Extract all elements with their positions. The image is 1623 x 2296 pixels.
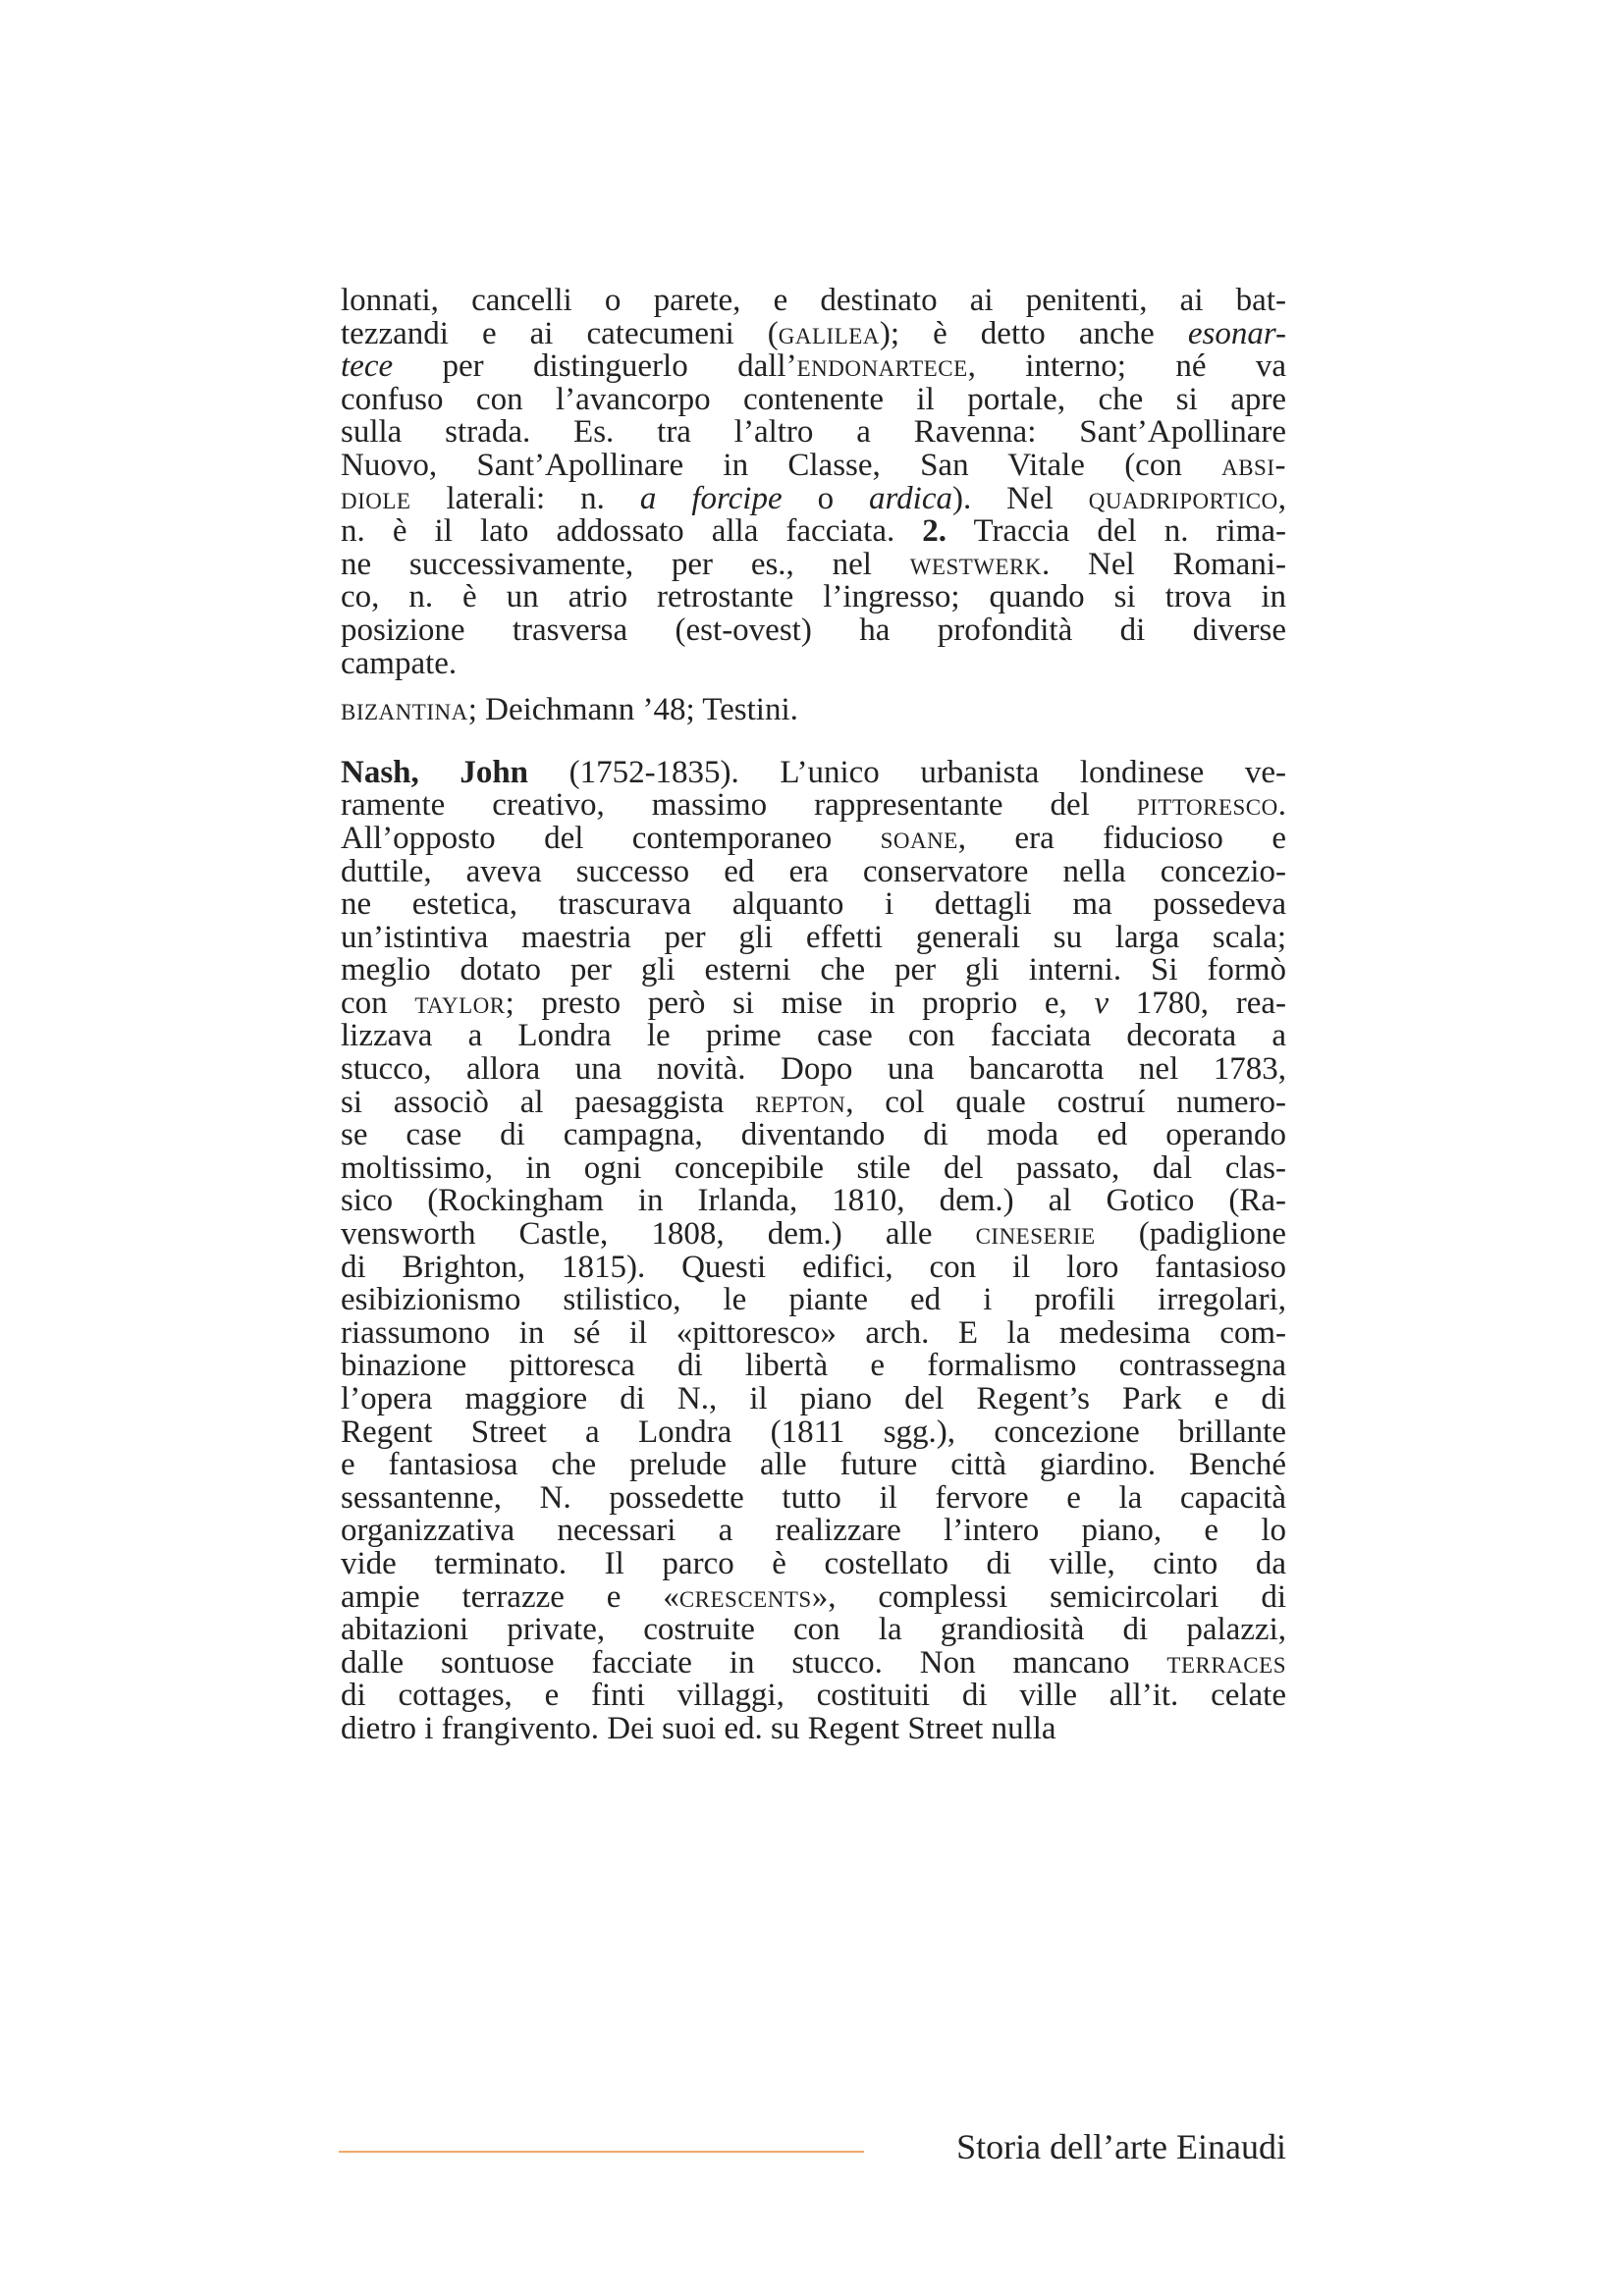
- text-run: un’istintiva maestria per gli effetti generali su larga scala;: [341, 919, 1286, 955]
- cross-reference: pittoresco: [1136, 787, 1278, 824]
- text-line: [341, 1449, 1286, 1482]
- text-run: duttile, aveva successo ed era conservatore nella concezio-: [341, 853, 1286, 889]
- text-run: ); è detto anche: [879, 315, 1188, 351]
- text-line: [341, 1119, 1286, 1152]
- text-line: [341, 1680, 1286, 1713]
- text-run: vide terminato. Il parco è costellato di ville, cinto da: [341, 1545, 1286, 1581]
- text-run: esibizionismo stilistico, le piante ed i profili irregolari,: [341, 1282, 1286, 1318]
- text-line: [341, 381, 1286, 417]
- text-run: , interno; né va: [967, 348, 1287, 385]
- text-run: », complessi semicircolari di: [811, 1578, 1286, 1615]
- cross-reference: bizantina: [341, 692, 468, 728]
- text-line: [341, 1383, 1286, 1416]
- text-line: [341, 1020, 1286, 1053]
- bibliography-references: [341, 694, 1286, 727]
- text-line: [341, 546, 1286, 582]
- spacer: [341, 727, 1286, 757]
- text-run: esonar-: [1187, 315, 1286, 351]
- text-run: sico (Rockingham in Irlanda, 1810, dem.) al Gotico (Ra-: [341, 1183, 1286, 1219]
- text-line: [341, 581, 1286, 614]
- text-run: laterali: n.: [410, 480, 640, 516]
- text-line: [341, 1479, 1286, 1516]
- text-line: [341, 1149, 1286, 1186]
- text-line: [341, 1350, 1286, 1383]
- text-run: riassumono in sé il «pittoresco» arch. E la medesima com-: [341, 1314, 1286, 1351]
- text-run: lonnati, cancelli o parete, e destinato ai penitenti, ai bat-: [341, 283, 1286, 318]
- text-line: [341, 1185, 1286, 1218]
- text-run: ramente creativo, massimo rappresentante del: [341, 787, 1137, 824]
- text-run: ne successivamente, per es., nel: [341, 546, 910, 582]
- text-run: dalle sontuose facciate in stucco. Non mancano: [341, 1644, 1167, 1681]
- text-run: tece: [341, 348, 394, 385]
- cross-reference: diole: [341, 480, 411, 516]
- text-line: [341, 315, 1286, 351]
- text-run: se case di campagna, diventando di moda ed operando: [341, 1117, 1286, 1153]
- text-run: meglio dotato per gli esterni che per gli interni. Si formò: [341, 952, 1286, 988]
- text-line: [341, 285, 1286, 318]
- text-line: [341, 1545, 1286, 1581]
- cross-reference: galilea: [778, 315, 880, 351]
- text-run: , era fiducioso e: [957, 820, 1286, 856]
- text-run: Nuovo, Sant’Apollinare in Classe, San Vitale (con: [341, 447, 1222, 483]
- text-line: [341, 853, 1286, 889]
- text-run: vensworth Castle, 1808, dem.) alle: [341, 1216, 976, 1253]
- text-line: [341, 350, 1286, 384]
- text-line: [341, 1249, 1286, 1285]
- text-line: [341, 954, 1286, 988]
- text-run: sessantenne, N. possedette tutto il fervore e la capacità: [341, 1479, 1286, 1516]
- text-line: [341, 1416, 1286, 1450]
- text-run: ardica: [869, 480, 952, 516]
- entry-narthex-continuation: [341, 285, 1286, 680]
- text-run: ne estetica, trascurava alquanto i dettagli ma possedeva: [341, 886, 1286, 923]
- text-run: . Nel Romani-: [1042, 546, 1286, 582]
- text-line: [341, 416, 1286, 450]
- text-line: [341, 1284, 1286, 1317]
- text-line: [341, 1710, 1286, 1746]
- text-line: [341, 1084, 1286, 1120]
- text-run: All’opposto del contemporaneo: [341, 820, 881, 856]
- text-run: tezzandi e ai catecumeni (: [341, 315, 779, 351]
- text-run: moltissimo, in ogni concepibile stile del passato, dal clas-: [341, 1149, 1286, 1186]
- text-run: (1752-1835). L’unico urbanista londinese ve-: [528, 754, 1286, 790]
- text-run: si associò al paesaggista: [341, 1084, 756, 1120]
- text-run: di cottages, e finti villaggi, costituiti di ville all’it. celate: [341, 1678, 1286, 1714]
- text-run: v: [1094, 985, 1109, 1021]
- text-line: [341, 614, 1286, 648]
- cross-reference: terraces: [1166, 1644, 1286, 1681]
- text-line: [341, 789, 1286, 823]
- text-line: [341, 480, 1286, 516]
- text-run: .: [1277, 787, 1286, 824]
- text-run: n. è il lato addossato alla facciata.: [341, 513, 923, 550]
- text-run: campate.: [341, 645, 458, 681]
- text-line: [341, 754, 1286, 790]
- footer-rule: [339, 2151, 864, 2153]
- text-run: a forcipe: [639, 480, 783, 516]
- headword: 2.: [922, 513, 947, 550]
- cross-reference: cineserie: [975, 1216, 1096, 1253]
- text-line: [341, 919, 1286, 955]
- text-line: [341, 1644, 1286, 1681]
- text-line: [341, 447, 1286, 483]
- text-run: stucco, allora una novità. Dopo una bancarotta nel 1783,: [341, 1051, 1286, 1088]
- text-run: sulla strada. Es. tra l’altro a Ravenna: Sant’Apollinare: [341, 414, 1286, 451]
- text-run: con: [341, 985, 415, 1021]
- text-line: [341, 1218, 1286, 1252]
- text-column: [341, 285, 1286, 1746]
- text-line: [341, 985, 1286, 1021]
- text-run: binazione pittoresca di libertà e formalismo contrassegna: [341, 1348, 1286, 1384]
- text-run: Regent Street a Londra (1811 sgg.), concezione brillante: [341, 1414, 1286, 1450]
- text-run: per distinguerlo dall’: [393, 348, 797, 385]
- headword: Nash, John: [341, 754, 529, 790]
- text-run: ). Nel: [951, 480, 1089, 516]
- text-line: [341, 1515, 1286, 1548]
- entry-nash-john: [341, 754, 1286, 1746]
- text-run: 1780, rea-: [1109, 985, 1286, 1021]
- text-line: [341, 888, 1286, 922]
- text-line: [341, 820, 1286, 856]
- cross-reference: soane: [880, 820, 958, 856]
- cross-reference: westwerk: [909, 546, 1043, 582]
- text-line: [341, 515, 1286, 549]
- text-line: [341, 1314, 1286, 1351]
- text-run: Traccia del n. rima-: [947, 513, 1286, 550]
- text-run: dietro i frangivento. Dei suoi ed. su Regent Street nulla: [341, 1710, 1056, 1746]
- text-line: [341, 1614, 1286, 1647]
- cross-reference: taylor: [414, 985, 506, 1021]
- text-run: organizzativa necessari a realizzare l’intero piano, e lo: [341, 1513, 1286, 1549]
- text-run: , col quale costruí numero-: [845, 1084, 1286, 1120]
- text-run: abitazioni private, costruite con la grandiosità di palazzi,: [341, 1612, 1286, 1648]
- text-run: di Brighton, 1815). Questi edifici, con il loro fantasioso: [341, 1249, 1286, 1285]
- text-run: confuso con l’avancorpo contenente il portale, che si apre: [341, 381, 1286, 417]
- footer-publisher-title: Storia dell’arte Einaudi: [956, 2127, 1286, 2166]
- text-line: [341, 645, 1286, 681]
- cross-reference: repton: [755, 1084, 846, 1120]
- cross-reference: endonartece: [796, 348, 968, 385]
- text-run: co, n. è un atrio retrostante l’ingresso; quando si trova in: [341, 579, 1286, 615]
- text-line: [341, 1578, 1286, 1615]
- text-run: ,: [1277, 480, 1286, 516]
- text-run: ; Deichmann ’48; Testini.: [467, 692, 798, 728]
- cross-reference: crescents: [678, 1578, 812, 1615]
- cross-reference: quadriportico: [1088, 480, 1278, 516]
- text-line: [341, 1053, 1286, 1087]
- text-run: lizzava a Londra le prime case con facciata decorata a: [341, 1018, 1286, 1054]
- text-run: l’opera maggiore di N., il piano del Regent’s Park e di: [341, 1381, 1286, 1416]
- text-run: ; presto però si mise in proprio e,: [505, 985, 1095, 1021]
- text-run: ampie terrazze e «: [341, 1578, 679, 1615]
- text-run: posizione trasversa (est-ovest) ha profondità di diverse: [341, 612, 1286, 648]
- text-run: (padiglione: [1095, 1216, 1286, 1253]
- cross-reference: absi-: [1221, 447, 1286, 483]
- text-run: o: [782, 480, 870, 516]
- text-run: e fantasiosa che prelude alle future città giardino. Benché: [341, 1447, 1286, 1483]
